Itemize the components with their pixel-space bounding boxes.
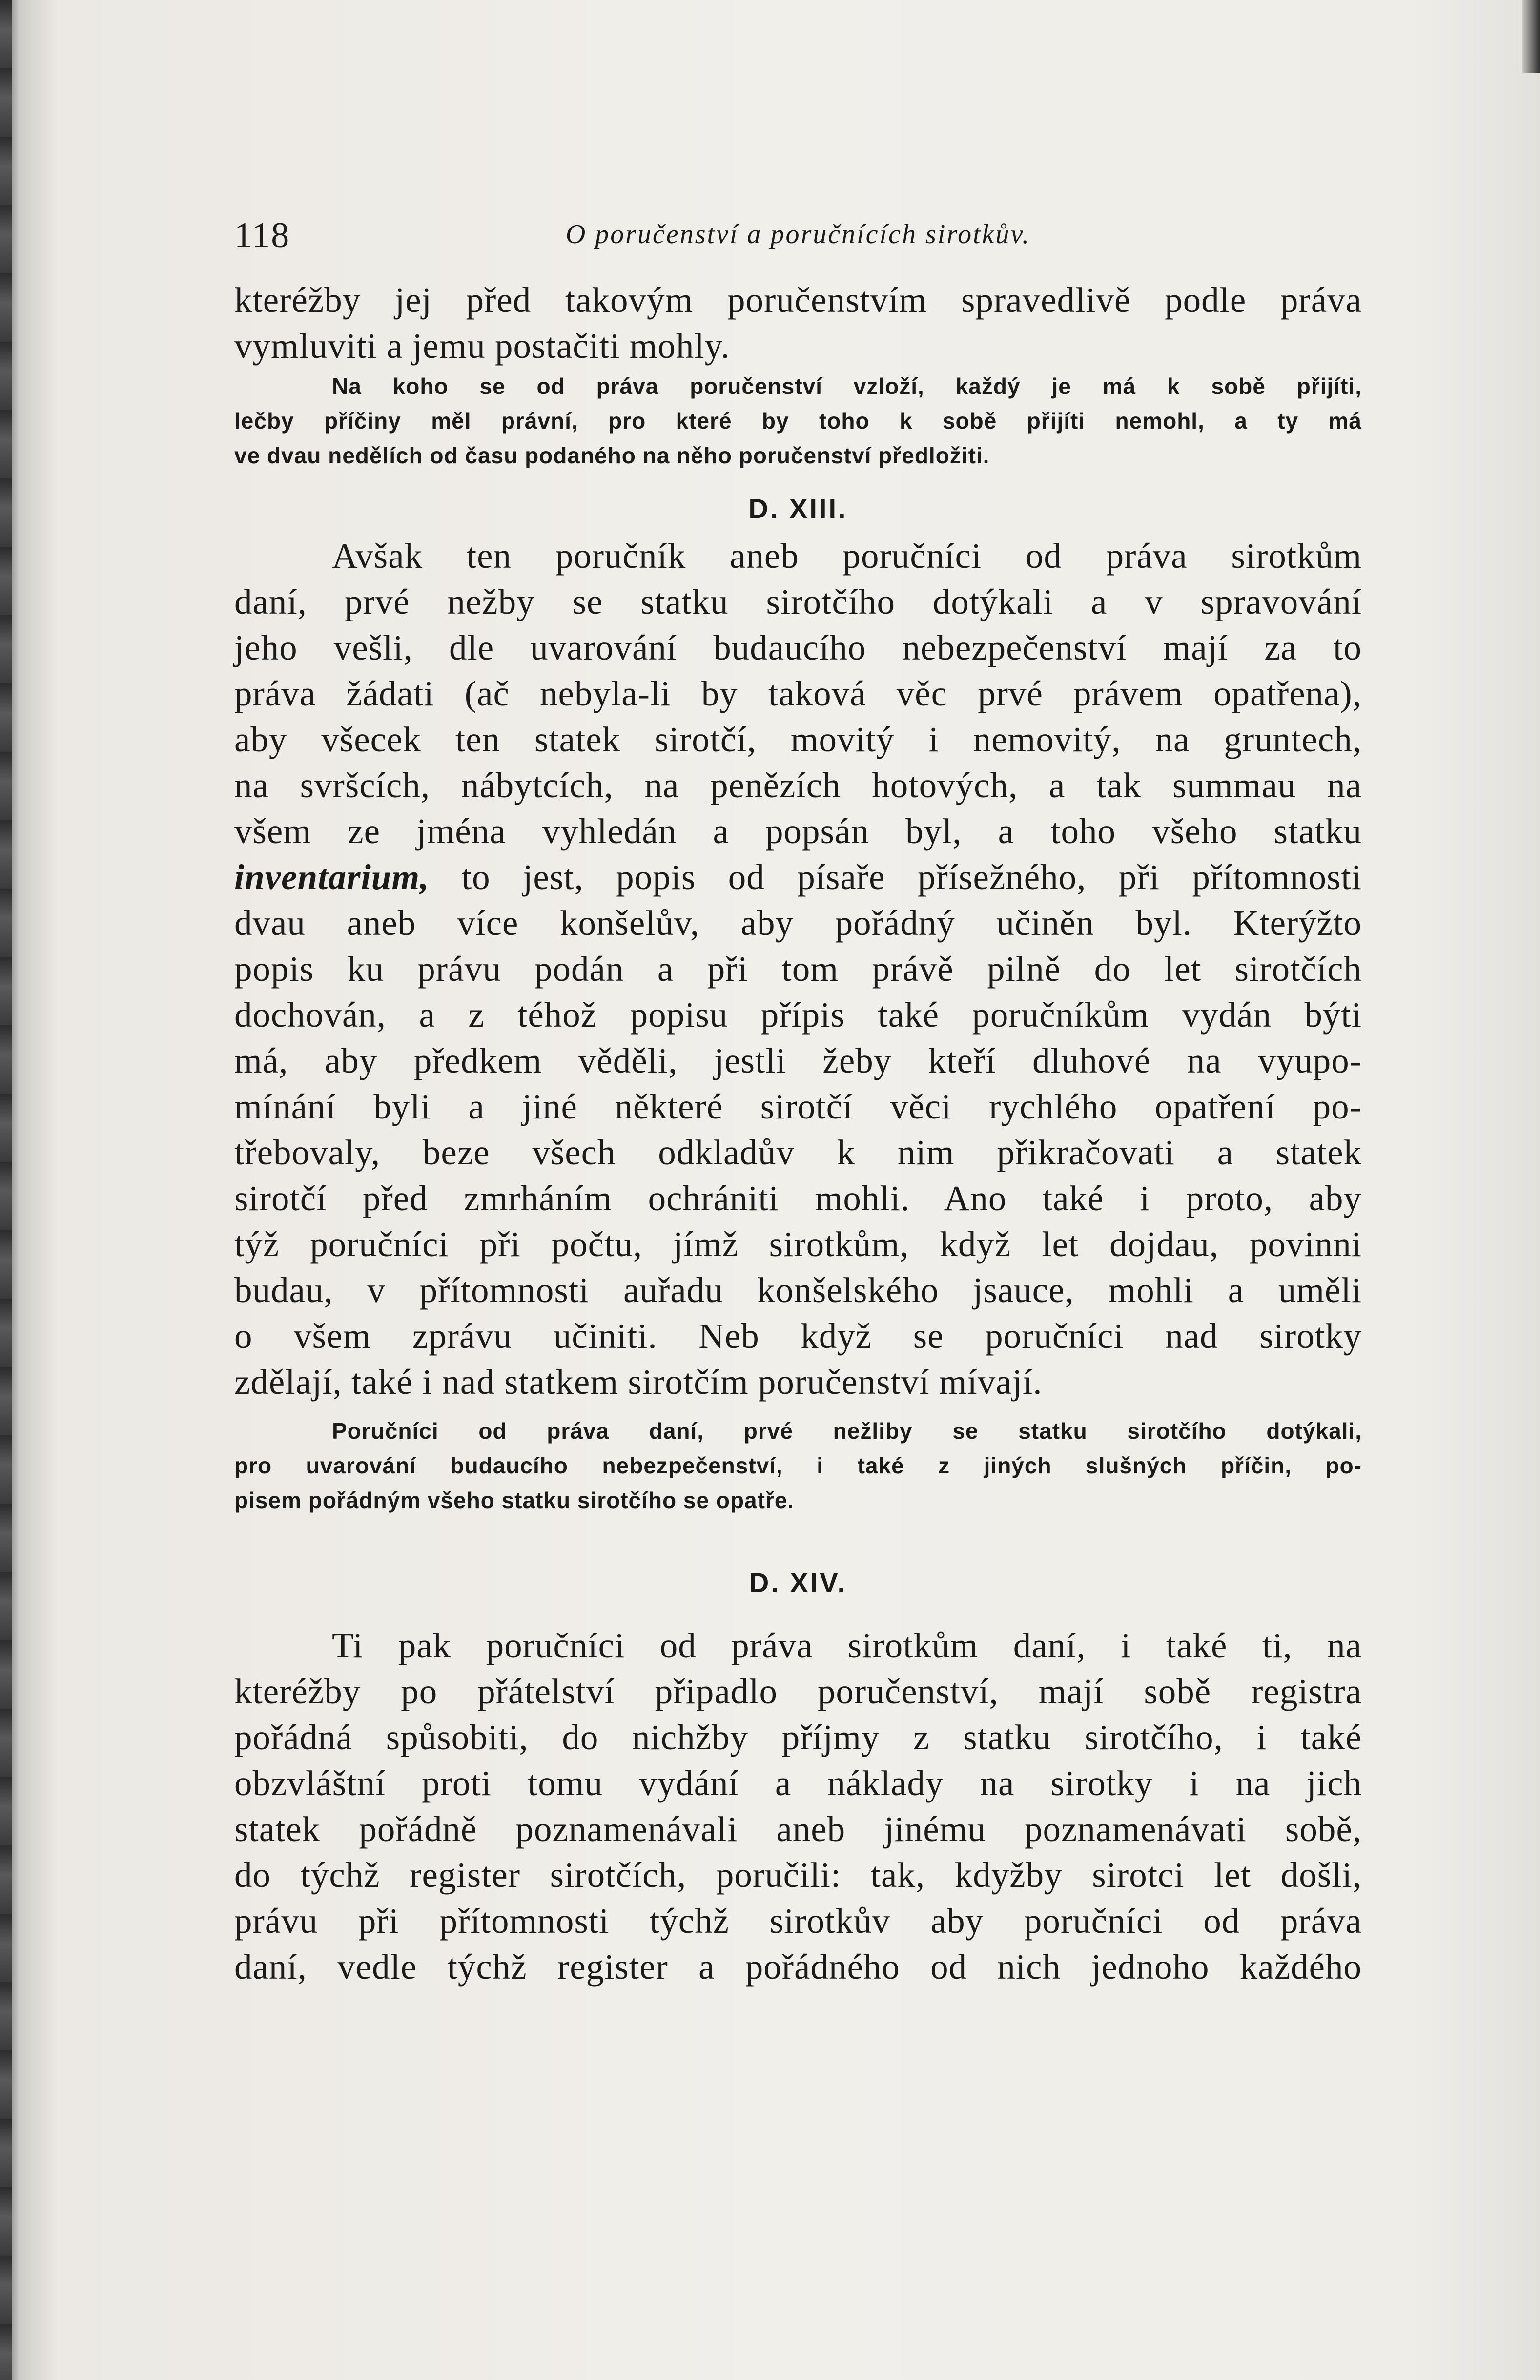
marginal-summary-2 xyxy=(234,1414,1362,1518)
text-line: pořádná spůsobiti, do nichžby příjmy z statku sirotčího, i také xyxy=(234,1718,1362,1757)
text-line: na svršcích, nábytcích, na penězích hotových, a tak summau na xyxy=(234,766,1362,805)
text-line: Na koho se od práva poručenství vzloží, každý je má k sobě přijíti, xyxy=(332,373,1362,399)
paragraph-continuation xyxy=(234,277,1362,369)
section-heading-xiv: D. XIV. xyxy=(749,1567,847,1598)
text-line: popis ku právu podán a při tom právě pilně do let sirotčích xyxy=(234,949,1362,989)
text-line: aby všecek ten statek sirotčí, movitý i nemovitý, na gruntech, xyxy=(234,720,1362,759)
text-line: lečby příčiny měl právní, pro které by toho k sobě přijíti nemohl, a ty má xyxy=(234,408,1362,434)
text-line: práva žádati (ač nebyla-li by taková věc prvé právem opatřena), xyxy=(234,674,1362,713)
text-line: obzvláštní proti tomu vydání a náklady na sirotky i na jich xyxy=(234,1763,1362,1803)
text-line: sirotčí před zmrháním ochrániti mohli. Ano také i proto, aby xyxy=(234,1179,1362,1218)
section-heading-xiii: D. XIII. xyxy=(748,493,848,524)
text-line: týž poručníci při počtu, jímž sirotkům, když let dojdau, povinni xyxy=(234,1224,1362,1264)
text-line: statek pořádně poznamenávali aneb jinému poznamenávati sobě, xyxy=(234,1809,1362,1849)
text-line: třebovaly, beze všech odkladův k nim přikračovati a statek xyxy=(234,1133,1362,1172)
page-header xyxy=(234,215,1362,269)
text-line: Ti pak poručníci od práva sirotkům daní, i také ti, na xyxy=(332,1626,1362,1665)
text-line: zdělají, také i nad statkem sirotčím poručenství mívají. xyxy=(234,1362,1043,1402)
running-head: O poručenství a poručnících sirotkův. xyxy=(565,219,1031,249)
text-line: dvau aneb více konšelův, aby pořádný učiněn byl. Kterýžto xyxy=(234,903,1362,943)
text-line: ve dvau nedělích od času podaného na něho poručenství předložiti. xyxy=(234,443,990,468)
scan-left-edge xyxy=(0,0,12,2380)
text-line: mínání byli a jiné některé sirotčí věci rychlého opatření po- xyxy=(234,1087,1362,1126)
text-line: dochován, a z téhož popisu přípis také poručníkům vydán býti xyxy=(234,995,1362,1035)
text-line: kteréžby jej před takovým poručenstvím spravedlivě podle práva xyxy=(234,280,1362,320)
text-line: o všem zprávu učiniti. Neb když se poručníci nad sirotky xyxy=(234,1316,1362,1356)
text-line: daní, prvé nežby se statku sirotčího dotýkali a v spravování xyxy=(234,582,1362,621)
text-line xyxy=(234,854,1362,900)
text-line: daní, vedle týchž register a pořádného od nich jednoho každého xyxy=(234,1947,1362,1987)
text-line: budau, v přítomnosti auřadu konšelského jsauce, mohli a uměli xyxy=(234,1270,1362,1310)
text-line: právu při přítomnosti týchž sirotkův aby poručníci od práva xyxy=(234,1901,1362,1941)
inventarium-term: inventarium, xyxy=(234,857,430,897)
text-line: Avšak ten poručník aneb poručníci od práva sirotkům xyxy=(332,536,1362,576)
text-line: vymluviti a jemu postačiti mohly. xyxy=(234,326,730,366)
text-line-rest: to jest, popis od písaře přísežného, při přítomnosti xyxy=(461,857,1362,897)
text-line: Poručníci od práva daní, prvé nežliby se statku sirotčího dotýkali, xyxy=(332,1418,1362,1444)
page-number: 118 xyxy=(234,215,290,255)
section-xiii-text xyxy=(234,533,1362,1405)
text-line: pro uvarování budaucího nebezpečenství, i také z jiných slušných příčin, po- xyxy=(234,1453,1362,1478)
text-line: jeho vešli, dle uvarování budaucího nebezpečenství mají za to xyxy=(234,628,1362,667)
text-line: pisem pořádným všeho statku sirotčího se opatře. xyxy=(234,1488,795,1513)
text-line: má, aby předkem věděli, jestli žeby kteří dluhové na vyupo- xyxy=(234,1041,1362,1080)
text-line: do týchž register sirotčích, poručili: tak, kdyžby sirotci let došli, xyxy=(234,1855,1362,1895)
book-page xyxy=(234,215,1362,1990)
scan-right-mark xyxy=(1522,0,1540,73)
text-line: kteréžby po přátelství připadlo poručenství, mají sobě registra xyxy=(234,1672,1362,1711)
section-xiv-text xyxy=(234,1623,1362,1990)
marginal-summary-1 xyxy=(234,369,1362,473)
text-line: všem ze jména vyhledán a popsán byl, a toho všeho statku xyxy=(234,811,1362,851)
